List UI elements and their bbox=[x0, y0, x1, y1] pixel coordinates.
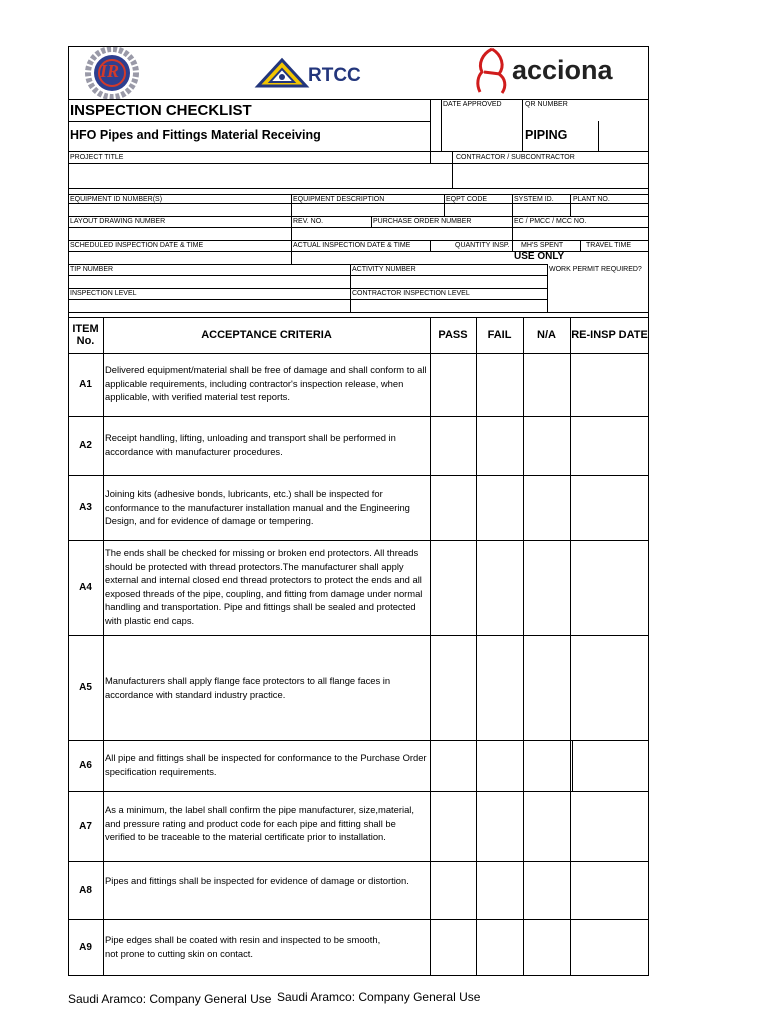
column-header-acceptance-criteria: ACCEPTANCE CRITERIA bbox=[201, 329, 332, 341]
column-header-item: ITEM No. bbox=[72, 323, 99, 347]
system-id-label: SYSTEM ID. bbox=[514, 196, 554, 203]
table-row-item-id: A5 bbox=[79, 682, 92, 693]
table-row-item-id: A1 bbox=[79, 379, 92, 390]
column-header-na: N/A bbox=[537, 329, 556, 341]
inspection-level-label: INSPECTION LEVEL bbox=[70, 290, 137, 297]
use-only-label: USE ONLY bbox=[514, 251, 565, 262]
actual-inspection-label: ACTUAL INSPECTION DATE & TIME bbox=[293, 242, 411, 249]
page-subtitle: HFO Pipes and Fittings Material Receiving bbox=[70, 128, 321, 142]
table-row-criteria: As a minimum, the label shall confirm the pipe manufacturer, size,material, and pressure rating and product code for each pipe and fitting shall be verified to be traceable to the material certificate prior to installation. bbox=[105, 804, 414, 843]
scheduled-inspection-label: SCHEDULED INSPECTION DATE & TIME bbox=[70, 242, 204, 249]
table-row-item-id: A8 bbox=[79, 884, 92, 896]
date-approved-label: DATE APPROVED bbox=[443, 101, 502, 108]
footer-classification-left: Saudi Aramco: Company General Use bbox=[68, 992, 272, 1006]
column-header-fail: FAIL bbox=[487, 329, 512, 341]
travel-time-label: TRAVEL TIME bbox=[586, 242, 631, 249]
rtcc-logo-text: RTCC bbox=[308, 65, 361, 86]
table-row-criteria: Receipt handling, lifting, unloading and transport shall be performed in accordance with manufacturer procedures. bbox=[105, 432, 396, 457]
tip-number-label: TIP NUMBER bbox=[70, 266, 114, 273]
rev-no-label: REV. NO. bbox=[293, 218, 324, 225]
table-row-item-id: A3 bbox=[79, 502, 92, 513]
table-row-item-id: A6 bbox=[79, 760, 92, 771]
column-header-pass: PASS bbox=[438, 329, 468, 341]
equipment-description-label: EQUIPMENT DESCRIPTION bbox=[293, 196, 385, 203]
mhs-spent-label: MH'S SPENT bbox=[521, 242, 564, 249]
table-row-item-id: A4 bbox=[79, 582, 92, 593]
contractor-inspection-level-label: CONTRACTOR INSPECTION LEVEL bbox=[352, 290, 470, 297]
page-title: INSPECTION CHECKLIST bbox=[70, 102, 252, 119]
table-row-criteria: Manufacturers shall apply flange face protectors to all flange faces in accordance with standard industry practice. bbox=[105, 675, 391, 700]
ir-logo-text: IR bbox=[100, 61, 120, 81]
column-header-reinsp-date: RE-INSP DATE bbox=[571, 329, 648, 341]
table-row-item-id: A7 bbox=[79, 820, 92, 832]
project-title-label: PROJECT TITLE bbox=[70, 154, 124, 161]
ec-pmcc-label: EC / PMCC / MCC NO. bbox=[514, 218, 587, 225]
contractor-label: CONTRACTOR / SUBCONTRACTOR bbox=[456, 154, 575, 161]
acciona-logo-text: acciona bbox=[512, 55, 613, 85]
table-row-criteria: Pipe edges shall be coated with resin and inspected to be smooth, not prone to cutting skin on contact. bbox=[105, 934, 381, 959]
discipline-label: PIPING bbox=[525, 128, 568, 142]
table-row-criteria: Delivered equipment/material shall be free of damage and shall conform to all applicable requirements, including contractor's inspection release, when applicable, with verified material test reports. bbox=[105, 364, 427, 403]
eqpt-code-label: EQPT CODE bbox=[446, 196, 488, 203]
plant-no-label: PLANT NO. bbox=[573, 196, 610, 203]
quantity-label: QUANTITY INSP. bbox=[455, 242, 510, 249]
layout-drawing-label: LAYOUT DRAWING NUMBER bbox=[70, 218, 166, 225]
table-row-item-id: A9 bbox=[79, 942, 92, 953]
table-row-item-id: A2 bbox=[79, 440, 92, 451]
table-row-criteria: All pipe and fittings shall be inspected for conformance to the Purchase Order specification requirements. bbox=[105, 752, 427, 777]
activity-number-label: ACTIVITY NUMBER bbox=[352, 266, 416, 273]
qr-number-label: QR NUMBER bbox=[525, 101, 568, 108]
footer-classification-right: Saudi Aramco: Company General Use bbox=[277, 990, 481, 1004]
purchase-order-label: PURCHASE ORDER NUMBER bbox=[373, 218, 472, 225]
table-row-criteria: The ends shall be checked for missing or broken end protectors. All threads should be protected with thread protectors.The manufacturer shall apply external and internal closed end thread protectors to protect the ends and all exposed threads of the pipe, coupling, and fitting from damage under normal handling and transportation. Pipe and fittings shall be sealed and protected with plastic end caps. bbox=[105, 547, 423, 626]
table-row-criteria: Pipes and fittings shall be inspected for evidence of damage or distortion. bbox=[105, 875, 409, 886]
work-permit-label: WORK PERMIT REQUIRED? bbox=[549, 266, 642, 273]
table-row-criteria: Joining kits (adhesive bonds, lubricants, etc.) shall be inspected for conformance to the manufacturer installation manual and the Engineering Design, and for evidence of damage or tempering. bbox=[105, 488, 410, 527]
equipment-id-label: EQUIPMENT ID NUMBER(S) bbox=[70, 196, 163, 203]
